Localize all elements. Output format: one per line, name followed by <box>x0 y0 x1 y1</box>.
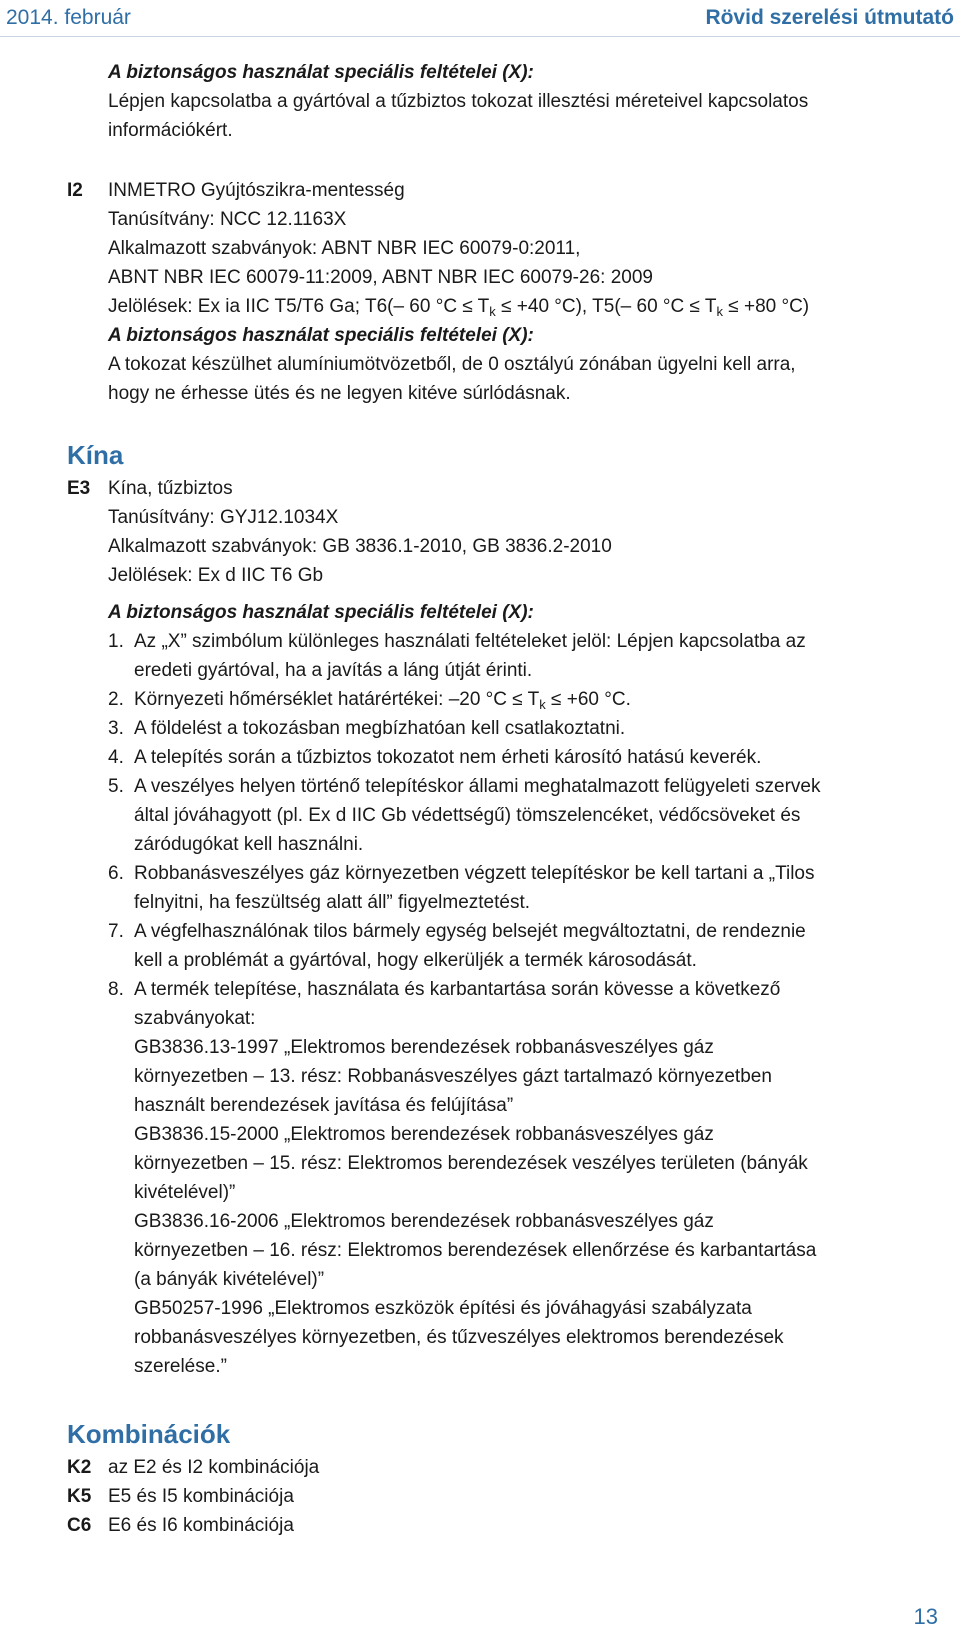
cert-line: Tanúsítvány: NCC 12.1163X <box>108 209 347 230</box>
standard-line: környezetben – 13. rész: Robbanásveszélyes gázt tartalmazó környezetben <box>134 1066 772 1087</box>
conditions-heading: A biztonságos használat speciális feltételei (X): <box>108 325 534 346</box>
list-item: 5. A veszélyes helyen történő telepítéskor állami meghatalmazott felügyeleti szervek által jóváhagyott (pl. Ex d IIC Gb védettségű) tömszelencéket, védőcsöveket és záródugókat kell használni. <box>108 776 821 855</box>
header-date: 2014. február <box>6 6 131 29</box>
cert-line: INMETRO Gyújtószikra-mentesség <box>108 180 405 201</box>
conditions-text: Lépjen kapcsolatba a gyártóval a tűzbiztos tokozat illesztési méreteivel kapcsolatos <box>108 91 809 112</box>
combination-row: C6 E6 és I6 kombinációja <box>67 1515 294 1536</box>
standards-list <box>134 1033 948 1381</box>
standard-line: környezetben – 15. rész: Elektromos berendezések veszélyes területen (bányák <box>134 1153 808 1174</box>
cert-line: Kína, tűzbiztos <box>108 478 233 499</box>
standard-line: használt berendezések javítása és felújítása” <box>134 1095 514 1116</box>
list-item: 7. A végfelhasználónak tilos bármely egység belsejét megváltoztatni, de rendeznie kell a problémát a gyártóval, hogy elkerüljék a termék károsodását. <box>108 921 806 971</box>
page-number: 13 <box>913 1604 938 1629</box>
combination-row: K5 E5 és I5 kombinációja <box>67 1486 294 1507</box>
cert-code: E3 <box>67 478 91 499</box>
page-content <box>0 58 960 1540</box>
standard-line: környezetben – 16. rész: Elektromos berendezések ellenőrzése és karbantartása <box>134 1240 817 1261</box>
cert-line: ABNT NBR IEC 60079-11:2009, ABNT NBR IEC 60079-26: 2009 <box>108 267 653 288</box>
cert-i2 <box>67 176 938 408</box>
cert-marking: Jelölések: Ex ia IIC T5/T6 Ga; T6(– 60 $^\circ C \le T_k \le +40$ °C), T5(– 60 $^\circ C \le T_k \le +80$ °C) <box>108 296 810 319</box>
conditions-list <box>108 627 948 1381</box>
standard-line: GB50257-1996 „Elektromos eszközök építési és jóváhagyási szabályzata <box>134 1298 752 1319</box>
standard-line: GB3836.16-2006 „Elektromos berendezések robbanásveszélyes gáz <box>134 1211 714 1232</box>
top-conditions <box>108 58 938 145</box>
page-header <box>0 0 960 37</box>
combination-row: K2 az E2 és I2 kombinációja <box>67 1457 320 1478</box>
list-item: 1. Az „X” szimbólum különleges használati feltételeket jelöl: Lépjen kapcsolatba az eredeti gyártóval, ha a javítás a láng útját érinti. <box>108 631 806 681</box>
section-title-kombinaciok: Kombinációk <box>67 1419 231 1449</box>
list-item: 6. Robbanásveszélyes gáz környezetben végzett telepítéskor be kell tartani a „Tilos felnyitni, ha feszültség alatt áll” figyelmeztetést. <box>108 863 815 913</box>
conditions-heading: A biztonságos használat speciális feltételei (X): <box>108 62 534 83</box>
list-item: 3. A földelést a tokozásban megbízhatóan kell csatlakoztatni. <box>108 718 626 739</box>
conditions-text: hogy ne érhesse ütés és ne legyen kitéve súrlódásnak. <box>108 383 571 404</box>
cert-line: Alkalmazott szabványok: ABNT NBR IEC 60079-0:2011, <box>108 238 581 259</box>
conditions-heading: A biztonságos használat speciális feltételei (X): <box>108 602 534 623</box>
list-item: 4. A telepítés során a tűzbiztos tokozatot nem érheti károsító hatású keverék. <box>108 747 762 768</box>
conditions-text: A tokozat készülhet alumíniumötvözetből, de 0 osztályú zónában ügyelni kell arra, <box>108 354 796 375</box>
cert-code: I2 <box>67 180 83 201</box>
standard-line: GB3836.13-1997 „Elektromos berendezések robbanásveszélyes gáz <box>134 1037 714 1058</box>
list-item: 8. A termék telepítése, használata és karbantartása során kövesse a következő szabványokat: GB3836.13-1997 „Elektromos berendezések robbanásveszélyes gáz környezetben – 13. rész: Robbanásveszélyes gázt tartalmazó környezetben használt berendezések javítása és felújítása” GB3836.15-2000 „Elektromos berendezések robbanásveszélyes gáz környezetben – 15. rész: Elektromos berendezések veszélyes területen (bányák kivételével)” GB3836.16-2006 „Elektromos berendezések robbanásveszélyes gáz környezetben – 16. rész: Elektromos berendezések ellenőrzése és karbantartása (a bányák kivételével)” GB50257-1996 „Elektromos eszközök építési és jóváhagyási szabályzata robbanásveszélyes környezetben, és tűzveszélyes elektromos berendezések szerelése.” <box>108 975 948 1381</box>
standard-line: (a bányák kivételével)” <box>134 1269 325 1290</box>
standard-line: kivételével)” <box>134 1182 236 1203</box>
standard-line: szerelése.” <box>134 1356 227 1377</box>
cert-e3 <box>67 474 938 627</box>
list-item: 2. Környezeti hőmérséklet határértékei: –20 $^\circ C \le T_k \le +60$ °C. <box>108 689 631 712</box>
combinations-list <box>0 1453 960 1540</box>
cert-line: Tanúsítvány: GYJ12.1034X <box>108 507 339 528</box>
cert-line: Jelölések: Ex d IIC T6 Gb <box>108 565 324 586</box>
header-doc-title: Rövid szerelési útmutató <box>705 6 954 29</box>
standard-line: robbanásveszélyes környezetben, és tűzveszélyes elektromos berendezések <box>134 1327 784 1348</box>
section-title-kina: Kína <box>67 440 124 470</box>
conditions-text: információkért. <box>108 120 233 141</box>
standard-line: GB3836.15-2000 „Elektromos berendezések robbanásveszélyes gáz <box>134 1124 714 1145</box>
cert-line: Alkalmazott szabványok: GB 3836.1-2010, GB 3836.2-2010 <box>108 536 612 557</box>
